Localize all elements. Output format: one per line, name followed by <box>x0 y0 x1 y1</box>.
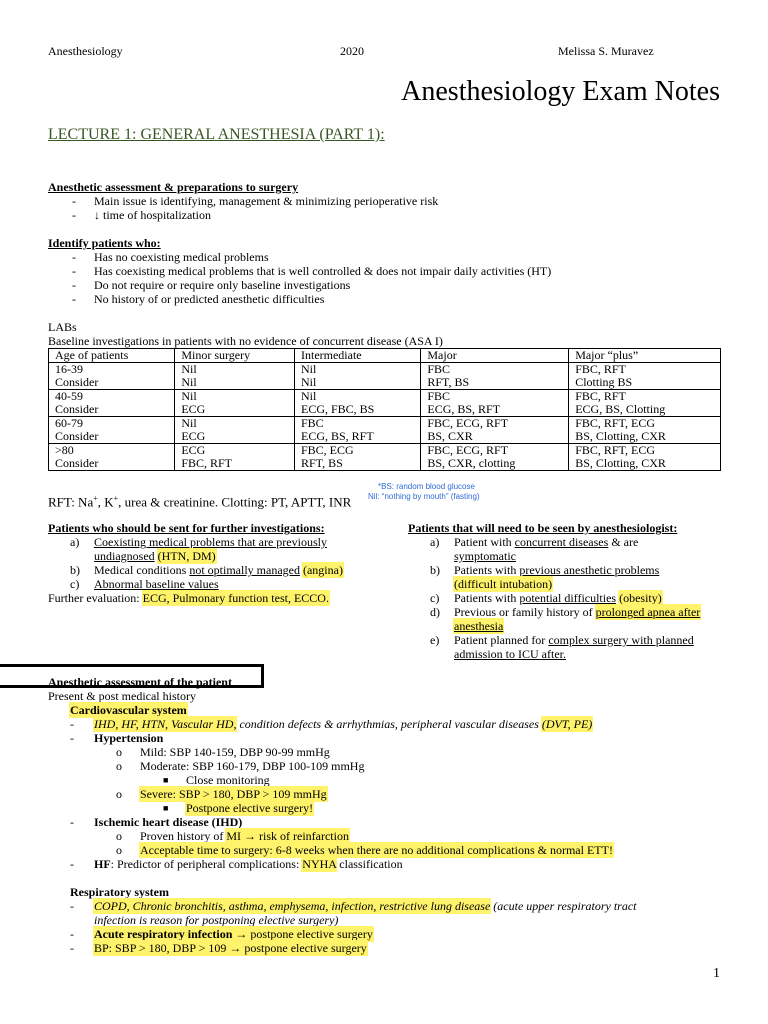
list-item: Abnormal baseline values <box>94 577 219 591</box>
anesth-heading: Patients that will need to be seen by anesthesiologist: <box>408 521 678 535</box>
table-cell: Nil ECG <box>175 390 295 417</box>
column-header: Intermediate <box>294 349 420 363</box>
further-heading: Patients who should be sent for further investigations: <box>48 521 325 535</box>
table-cell: FBC, RFT ECG, BS, Clotting <box>569 390 721 417</box>
bullet: ■ <box>163 803 169 813</box>
bullet: o <box>116 843 122 857</box>
list-item: Previous or family history of prolonged apnea after <box>454 605 701 619</box>
table-cell: FBC, RFT, ECG BS, Clotting, CXR <box>569 417 721 444</box>
column-header: Age of patients <box>49 349 175 363</box>
table-row <box>49 363 721 390</box>
list-item: Patients with potential difficulties (obesity) <box>454 591 662 605</box>
list-dash: - <box>70 899 74 913</box>
list-item: Do not require or require only baseline investigations <box>94 278 351 292</box>
table-cell: FBC ECG, BS, RFT <box>421 390 569 417</box>
list-marker: d) <box>430 605 440 619</box>
patient-heading: Anesthetic assessment of the patient <box>48 675 232 689</box>
list-item: BP: SBP > 180, DBP > 109 → postpone elective surgery <box>94 941 367 955</box>
table-cell: Nil ECG, FBC, BS <box>294 390 420 417</box>
labs-heading: LABs <box>48 320 77 334</box>
list-item: admission to ICU after. <box>454 647 566 661</box>
list-marker: a) <box>70 535 80 549</box>
table-row <box>49 390 721 417</box>
list-item: ↓ time of hospitalization <box>94 208 211 222</box>
list-marker: e) <box>430 633 440 647</box>
table-cell: FBC, RFT, ECG BS, Clotting, CXR <box>569 444 721 471</box>
table-cell: 60-79 Consider <box>49 417 175 444</box>
column-header: Major “plus” <box>569 349 721 363</box>
list-item: Acceptable time to surgery: 6-8 weeks when there are no additional complications & normal ETT! <box>140 843 613 857</box>
column-header: Minor surgery <box>175 349 295 363</box>
list-dash: - <box>70 815 74 829</box>
list-dash: - <box>70 927 74 941</box>
list-marker: b) <box>70 563 80 577</box>
table-cell: FBC RFT, BS <box>421 363 569 390</box>
list-item: undiagnosed (HTN, DM) <box>94 549 216 563</box>
list-marker: c) <box>430 591 440 605</box>
list-item: IHD, HF, HTN, Vascular HD, condition defects & arrhythmias, peripheral vascular diseases (DVT, PE) <box>94 717 593 731</box>
list-dash: - <box>70 941 74 955</box>
resp-heading: Respiratory system <box>70 885 169 899</box>
list-item: anesthesia <box>454 619 504 633</box>
table-row <box>49 417 721 444</box>
list-item: Acute respiratory infection → postpone elective surgery <box>94 927 373 941</box>
table-header-row <box>49 349 721 363</box>
table-cell: 40-59 Consider <box>49 390 175 417</box>
list-marker: a) <box>430 535 440 549</box>
list-item: Has coexisting medical problems that is well controlled & does not impair daily activities (HT) <box>94 264 552 278</box>
bullet: ■ <box>163 775 169 785</box>
table-cell: Nil ECG <box>175 417 295 444</box>
list-item: symptomatic <box>454 549 516 563</box>
list-item: COPD, Chronic bronchitis, asthma, emphysema, infection, restrictive lung disease (acute upper respiratory tract <box>94 899 637 913</box>
labs-subheading: Baseline investigations in patients with no evidence of concurrent disease (ASA I) <box>48 334 443 348</box>
list-item: Moderate: SBP 160-179, DBP 100-109 mmHg <box>140 759 365 773</box>
list-dash: - <box>70 717 74 731</box>
lecture-heading: LECTURE 1: GENERAL ANESTHESIA (PART 1): <box>48 126 385 143</box>
bs-note: *BS: random blood glucose <box>378 482 475 491</box>
assessment-heading: Anesthetic assessment & preparations to surgery <box>48 180 299 194</box>
table-cell: Nil Nil <box>294 363 420 390</box>
table-cell: >80 Consider <box>49 444 175 471</box>
labs-table <box>48 348 721 471</box>
bullet: o <box>116 829 122 843</box>
list-item: Main issue is identifying, management & minimizing perioperative risk <box>94 194 439 208</box>
bullet: o <box>116 787 122 801</box>
table-cell: FBC, RFT Clotting BS <box>569 363 721 390</box>
list-item: Medical conditions not optimally managed (angina) <box>94 563 343 577</box>
list-dash: - <box>72 250 76 264</box>
table-cell: FBC ECG, BS, RFT <box>294 417 420 444</box>
list-item: (difficult intubation) <box>454 577 553 591</box>
header-left: Anesthesiology <box>48 44 123 58</box>
htn-heading: Hypertension <box>94 731 164 745</box>
list-item: Patient with concurrent diseases & are <box>454 535 639 549</box>
list-item: Patient planned for complex surgery with planned <box>454 633 694 647</box>
list-dash: - <box>70 857 74 871</box>
list-dash: - <box>72 194 76 208</box>
ihd-heading: Ischemic heart disease (IHD) <box>94 815 243 829</box>
nil-note: Nil: “nothing by mouth” (fasting) <box>368 492 480 501</box>
header-right: Melissa S. Muravez <box>558 44 654 58</box>
list-item: infection is reason for postponing elective surgery) <box>94 913 339 927</box>
cardio-heading: Cardiovascular system <box>70 703 187 717</box>
list-marker: c) <box>70 577 80 591</box>
further-evaluation: Further evaluation: ECG, Pulmonary function test, ECCO. <box>48 591 329 605</box>
list-item: Has no coexisting medical problems <box>94 250 269 264</box>
list-dash: - <box>70 731 74 745</box>
list-dash: - <box>72 292 76 306</box>
list-dash: - <box>72 264 76 278</box>
patient-subheading: Present & post medical history <box>48 689 196 703</box>
page-number: 1 <box>713 966 720 981</box>
table-cell: FBC, ECG, RFT BS, CXR <box>421 417 569 444</box>
list-item: Severe: SBP > 180, DBP > 109 mmHg <box>140 787 327 801</box>
table-cell: Nil Nil <box>175 363 295 390</box>
list-dash: - <box>72 278 76 292</box>
bullet: o <box>116 759 122 773</box>
page-title: Anesthesiology Exam Notes <box>401 76 720 107</box>
identify-heading: Identify patients who: <box>48 236 161 250</box>
table-row <box>49 444 721 471</box>
list-marker: b) <box>430 563 440 577</box>
table-cell: FBC, ECG, RFT BS, CXR, clotting <box>421 444 569 471</box>
list-item: Patients with previous anesthetic problems <box>454 563 660 577</box>
list-item: Postpone elective surgery! <box>186 801 314 815</box>
list-item: Close monitoring <box>186 773 270 787</box>
list-item: No history of or predicted anesthetic difficulties <box>94 292 325 306</box>
list-dash: - <box>72 208 76 222</box>
list-item: Coexisting medical problems that are previously <box>94 535 327 549</box>
header-center: 2020 <box>340 44 364 58</box>
bullet: o <box>116 745 122 759</box>
list-item: Mild: SBP 140-159, DBP 90-99 mmHg <box>140 745 330 759</box>
table-cell: FBC, ECG RFT, BS <box>294 444 420 471</box>
rft-note: RFT: Na+, K+, urea & creatinine. Clotting: PT, APTT, INR <box>48 494 352 510</box>
table-cell: 16-39 Consider <box>49 363 175 390</box>
list-item: Proven history of MI → risk of reinfarction <box>140 829 349 843</box>
list-item: HF: Predictor of peripheral complications: NYHA classification <box>94 857 403 871</box>
table-cell: ECG FBC, RFT <box>175 444 295 471</box>
column-header: Major <box>421 349 569 363</box>
